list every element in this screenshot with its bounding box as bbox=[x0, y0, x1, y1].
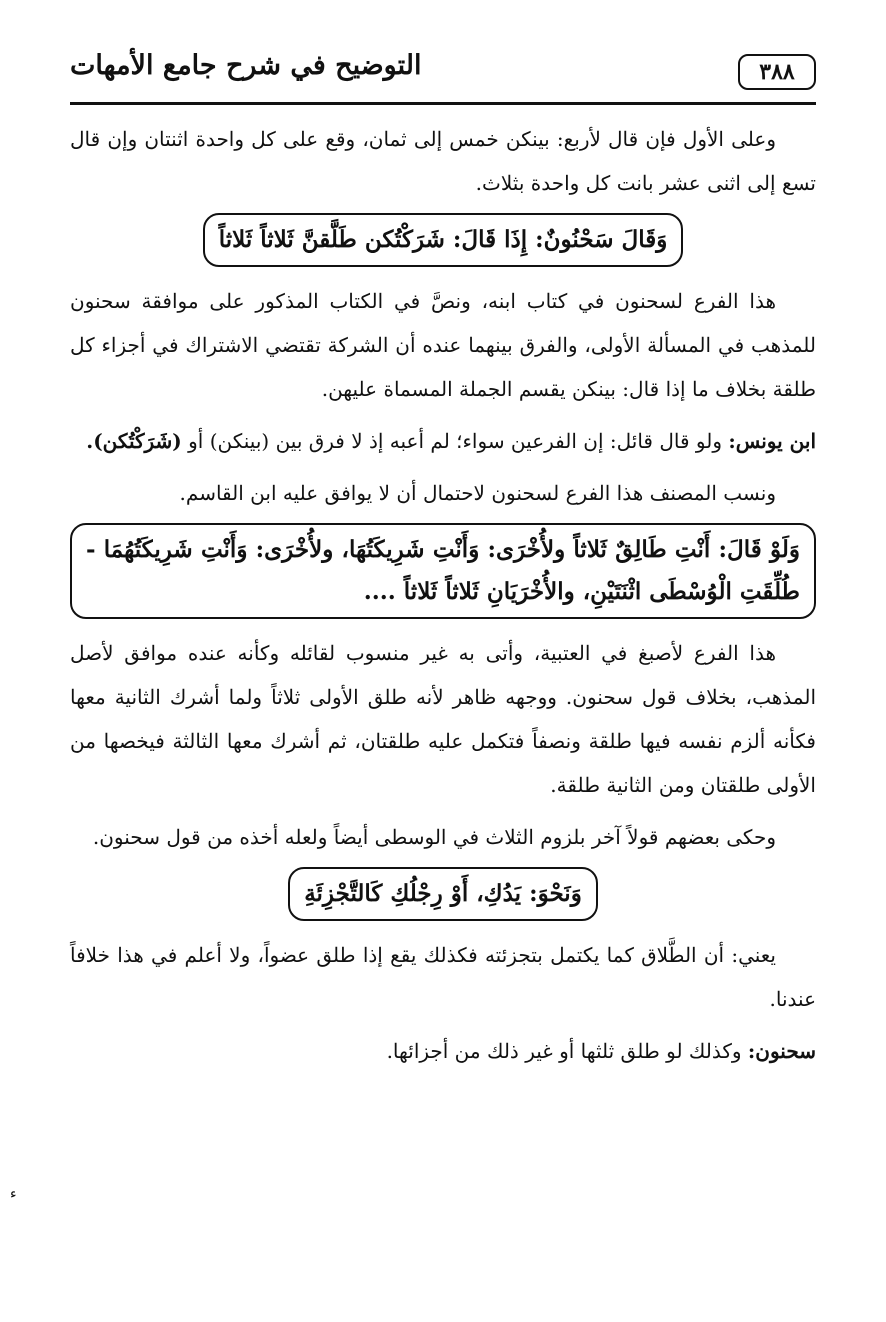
citation-sahnun: سحنون: bbox=[747, 1039, 816, 1063]
paragraph-3 bbox=[70, 419, 816, 463]
page-content bbox=[70, 105, 816, 1073]
matn-box-2: وَلَوْ قَالَ: أَنْتِ طَالِقٌ ثَلاثاً ولأُخْرَى: وَأَنْتِ شَرِيكَتُهَا، ولأُخْرَى: وَأَنْتِ شَرِيكَتُهُمَا - طُلِّقَتِ الْوُسْطَى اثْنَتَيْنِ، والأُخْرَيَانِ ثَلاثاً ثَلاثاً .... bbox=[70, 523, 816, 619]
paragraph-8-text: وكذلك لو طلق ثلثها أو غير ذلك من أجزائها. bbox=[386, 1039, 748, 1063]
matn-box-1: وَقَالَ سَحْنُونٌ: إِذَا قَالَ: شَرَكْتُكن طَلَّقنَّ ثَلاثاً ثَلاثاً bbox=[203, 213, 684, 267]
running-title: التوضيح في شرح جامع الأمهات bbox=[70, 50, 422, 81]
page-number: ٣٨٨ bbox=[738, 54, 816, 90]
paragraph-3-bold-end: (شَرَكْتُكن). bbox=[86, 429, 182, 453]
paragraph-2: هذا الفرع لسحنون في كتاب ابنه، ونصَّ في الكتاب المذكور على موافقة سحنون للمذهب في المسألة الأولى، والفرق بينهما عنده أن الشركة تقتضي الاشتراك في أجزاء كل طلقة بخلاف ما إذا قال: بينكن يقسم الجملة المسماة عليهن. bbox=[70, 289, 816, 401]
paragraph-1: وعلى الأول فإن قال لأربع: بينكن خمس إلى ثمان، وقع على كل واحدة اثنتان وإن قال تسع إلى اثنى عشر بانت كل واحدة بثلاث. bbox=[70, 127, 816, 195]
paragraph-8 bbox=[70, 1029, 816, 1073]
book-page bbox=[70, 44, 816, 1081]
paragraph-7: يعني: أن الطَّلاق كما يكتمل بتجزئته فكذلك يقع إذا طلق عضواً، ولا أعلم في هذا خلافاً عندنا. bbox=[70, 943, 816, 1011]
paragraph-6: وحكى بعضهم قولاً آخر بلزوم الثلاث في الوسطى أيضاً ولعله أخذه من قول سحنون. bbox=[92, 825, 776, 849]
margin-mark: ء bbox=[10, 1186, 17, 1202]
paragraph-5: هذا الفرع لأصبغ في العتبية، وأتى به غير منسوب لقائله وكأنه عنده موافق لأصل المذهب، بخلاف قول سحنون. ووجهه ظاهر لأنه طلق الأولى ثلاثاً ولما أشرك الثانية معها فكأنه ألزم نفسه فيها طلقة ونصفاً فتكمل عليه طلقتان، ثم أشرك معها الثالثة فيخصها من الأولى طلقتان ومن الثانية طلقة. bbox=[70, 641, 816, 797]
paragraph-4: ونسب المصنف هذا الفرع لسحنون لاحتمال أن لا يوافق عليه ابن القاسم. bbox=[179, 481, 776, 505]
citation-ibn-yunus: ابن يونس: bbox=[728, 429, 816, 453]
matn-box-3: وَنَحْوَ: يَدُكِ، أَوْ رِجْلُكِ كَالتَّجْزِئَةِ bbox=[288, 867, 598, 921]
paragraph-3-text: ولو قال قائل: إن الفرعين سواء؛ لم أعبه إذ لا فرق بين (بينكن) أو bbox=[181, 429, 729, 453]
page-header bbox=[70, 44, 816, 105]
